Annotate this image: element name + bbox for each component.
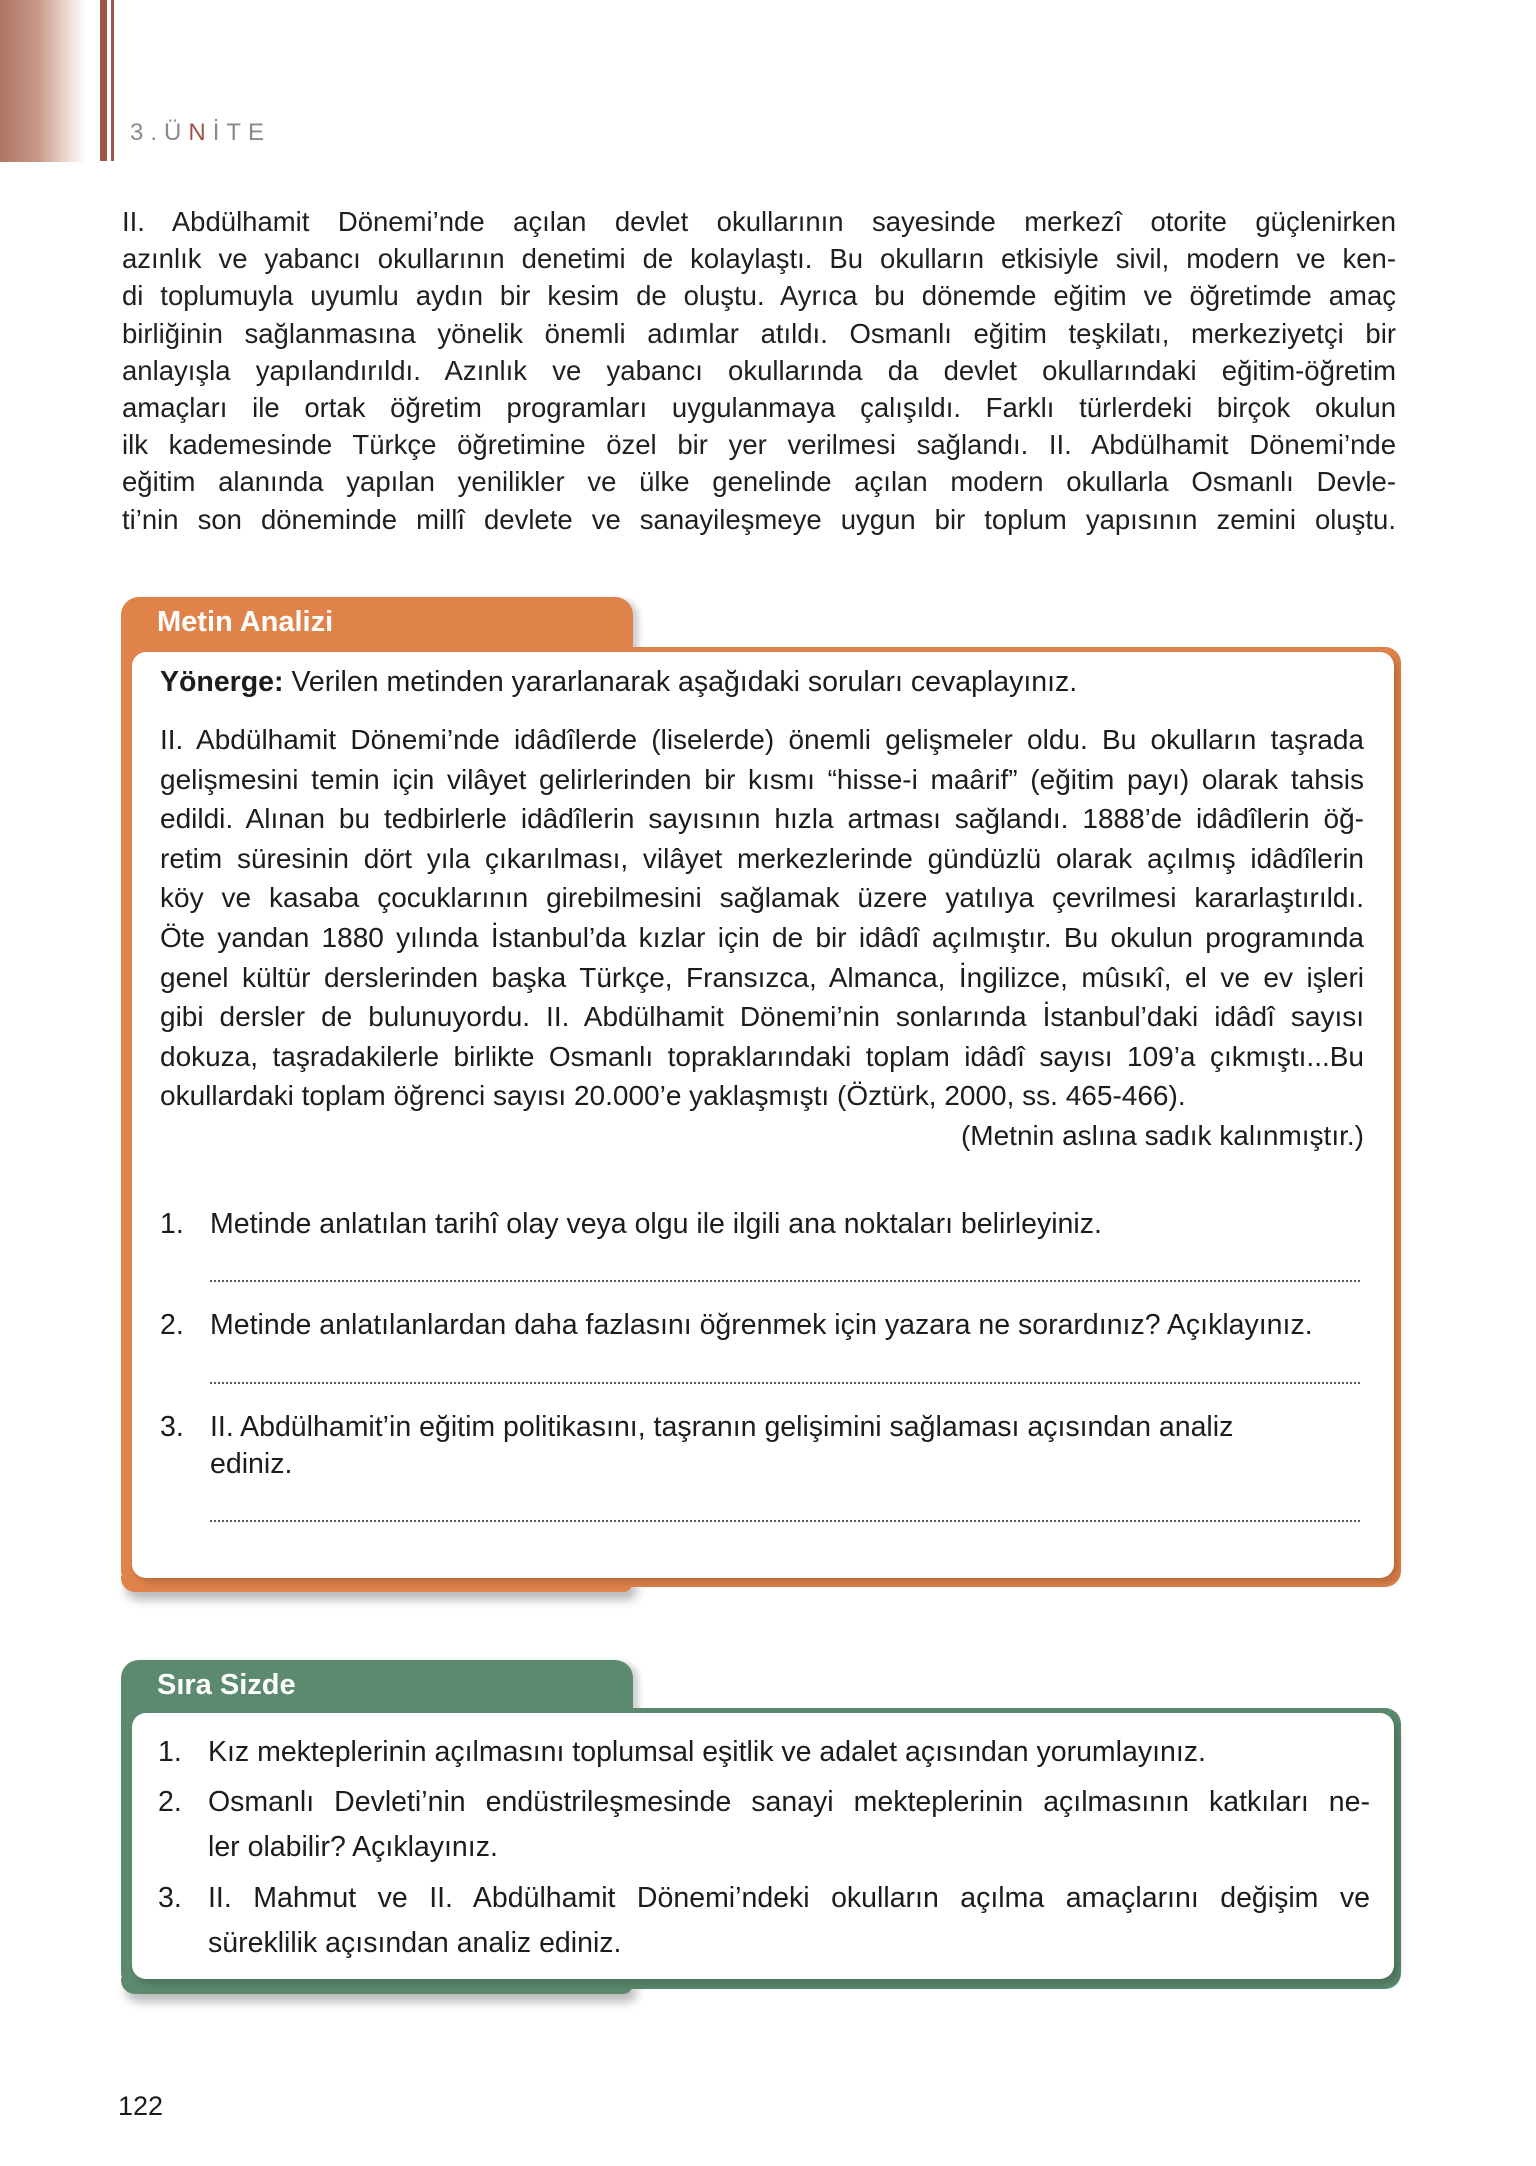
answer-line-1[interactable] [210,1280,1360,1282]
source-note: (Metnin aslına sadık kalınmıştır.) [960,1119,1364,1151]
excerpt-line: edildi. Alınan bu tedbirlerle idâdîlerin sayısının hızla artması sağlandı. 1888’de idâdîlerin öğ- [160,803,1364,835]
question-text: Metinde anlatılan tarihî olay veya olgu ile ilgili ana noktaları belirleyiniz. [210,1208,1102,1240]
directive-label: Yönerge: [160,666,284,698]
metin-analizi-title: Metin Analizi [157,606,334,638]
paragraph-line: amaçları ile ortak öğretim programları uygulanmaya çalışıldı. Farklı türlerdeki birçok okulun [122,392,1396,424]
answer-line-3[interactable] [210,1520,1360,1522]
paragraph-line: ilk kademesinde Türkçe öğretimine özel bir yer verilmesi sağlandı. II. Abdülhamit Dönemi’nde [122,429,1396,461]
page-number: 122 [118,2091,164,2121]
directive [160,666,1364,699]
paragraph-line: ti’nin son döneminde millî devlete ve sanayileşmeye uygun bir toplum yapısının zemini oluştu. [122,503,1396,535]
item-text: II. Mahmut ve II. Abdülhamit Dönemi’ndeki okulların açılma amaçlarını değişim ve [208,1882,1370,1914]
excerpt-line: dokuza, taşradakilerle birlikte Osmanlı topraklarındaki toplam idâdî sayısı 109’a çıkmıştı...Bu [160,1040,1364,1072]
header-rule-thin [111,0,114,161]
source-excerpt [160,720,1364,1156]
item-number: 2. [158,1786,182,1818]
item-number: 1. [158,1736,182,1768]
paragraph-line: birliğinin sağlanmasına yönelik önemli adımlar atıldı. Osmanlı eğitim teşkilatı, merkeziyetçi bir [122,317,1396,349]
question-text: Metinde anlatılanlardan daha fazlasını öğrenmek için yazara ne sorardınız? Açıklayınız. [210,1309,1313,1341]
item-text: Osmanlı Devleti’nin endüstrileşmesinde sanayi mekteplerinin açılmasının katkıları ne- [208,1786,1370,1818]
question-number: 3. [160,1411,184,1443]
question-text: ediniz. [210,1448,293,1480]
excerpt-line: gibi dersler de bulunuyordu. II. Abdülhamit Dönemi’nin sonlarında İstanbul’daki idâdî sayısı [160,1001,1364,1033]
excerpt-line: retim süresinin dört yıla çıkarılması, vilâyet merkezlerinde gündüzlü olarak açılmış idâdîlerin [160,842,1364,874]
excerpt-line: okullardaki toplam öğrenci sayısı 20.000’e yaklaşmıştı (Öztürk, 2000, ss. 465-466). [160,1080,1186,1112]
excerpt-line: köy ve kasaba çocuklarının girebilmesini sağlamak üzere yatılıya çevrilmesi kararlaştırıldı. [160,882,1364,914]
question-number: 2. [160,1309,184,1341]
unit-label: 3.ÜNİTE [130,119,272,146]
sira-sizde-title: Sıra Sizde [157,1669,296,1701]
excerpt-line: Öte yandan 1880 yılında İstanbul’da kızlar için de bir idâdî açılmıştır. Bu okulun programında [160,921,1364,953]
corner-gradient-decoration [0,0,86,162]
item-number: 3. [158,1882,182,1914]
answer-line-2[interactable] [210,1382,1360,1384]
header-rule-thick [100,0,107,161]
paragraph-line: anlayışla yapılandırıldı. Azınlık ve yabancı okullarında da devlet okullarındaki eğitim-öğretim [122,354,1396,386]
excerpt-line: genel kültür derslerinden başka Türkçe, Fransızca, Almanca, İngilizce, mûsıkî, el ve ev işleri [160,961,1364,993]
paragraph-line: eğitim alanında yapılan yenilikler ve ülke genelinde açılan modern okullarla Osmanlı Devle- [122,466,1396,498]
excerpt-line: gelişmesini temin için vilâyet gelirlerinden bir kısmı “hisse-i maârif” (eğitim payı) olarak tahsis [160,763,1364,795]
paragraph-line: II. Abdülhamit Dönemi’nde açılan devlet okullarının sayesinde merkezî otorite güçlenirken [122,206,1396,237]
paragraph-line: di toplumuyla uyumlu aydın bir kesim de oluştu. Ayrıca bu dönemde eğitim ve öğretimde amaç [122,280,1396,312]
item-text: süreklilik açısından analiz ediniz. [208,1927,622,1959]
item-text: ler olabilir? Açıklayınız. [208,1831,498,1863]
question-number: 1. [160,1208,184,1240]
question-text: II. Abdülhamit’in eğitim politikasını, taşranın gelişimini sağlaması açısından analiz [210,1411,1234,1443]
paragraph-line: azınlık ve yabancı okullarının denetimi de kolaylaştı. Bu okulların etkisiyle sivil, modern ve ken- [122,243,1396,275]
body-paragraph [122,203,1396,538]
directive-text: Verilen metinden yararlanarak aşağıdaki soruları cevaplayınız. [283,666,1078,698]
item-text: Kız mekteplerinin açılmasını toplumsal eşitlik ve adalet açısından yorumlayınız. [208,1736,1206,1768]
excerpt-line: II. Abdülhamit Dönemi’nde idâdîlerde (liselerde) önemli gelişmeler oldu. Bu okulların taşrada [160,724,1364,755]
